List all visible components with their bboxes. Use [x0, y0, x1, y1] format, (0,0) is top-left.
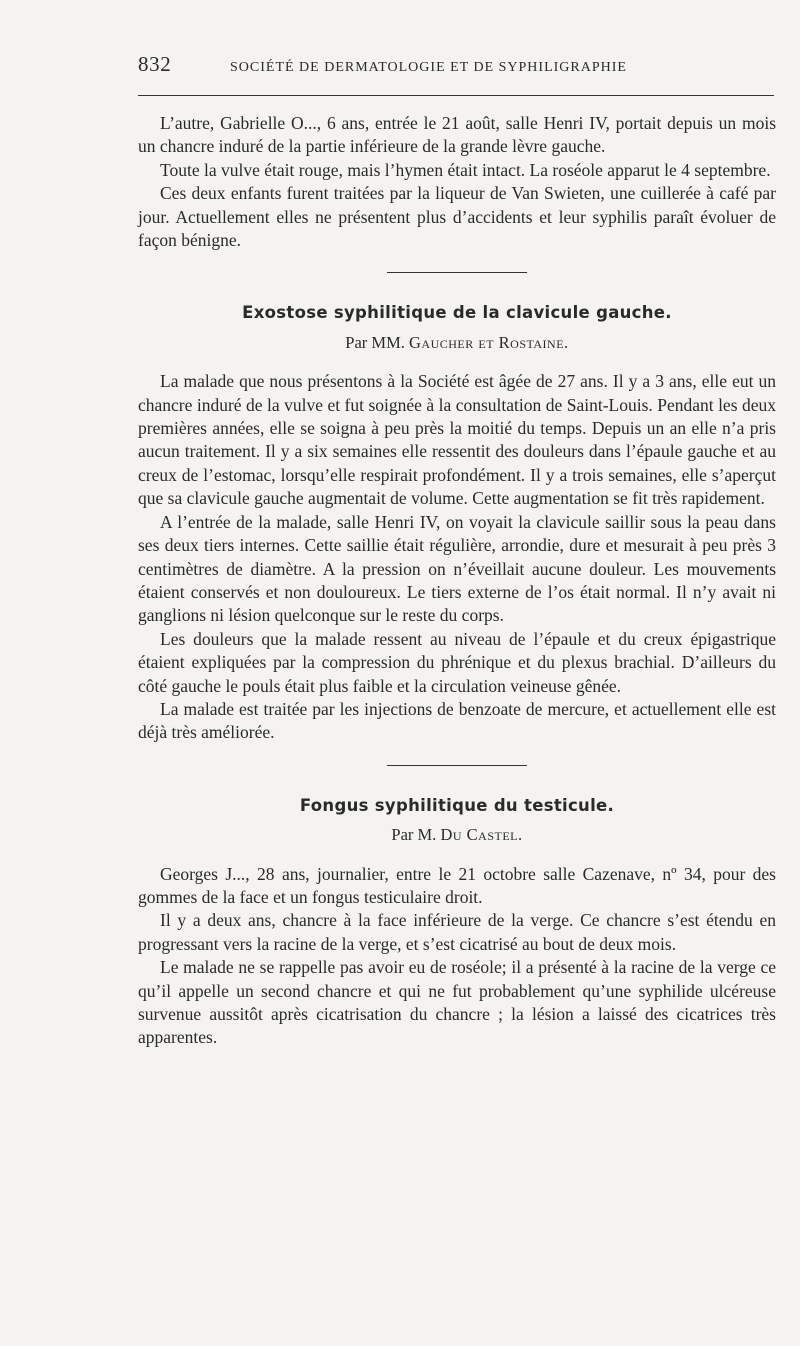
article-byline	[138, 823, 776, 846]
page-number: 832	[138, 52, 172, 76]
article-title: Fongus syphilitique du testicule.	[299, 795, 615, 815]
article-byline	[138, 331, 776, 354]
paragraph: Le malade ne se rappelle pas avoir eu de roséole; il a présenté à la racine de la verge ce qu’il appelle un second chancre et qui ne fut probablement qu’une syphilide ulcéreuse survenue aussitôt après cicatrisation du chancre ; la lésion a laissé des cicatrices très apparentes.	[138, 957, 776, 1048]
byline-prefix: Par M.	[391, 825, 437, 845]
paragraph: Il y a deux ans, chancre à la face inférieure de la verge. Ce chancre s’est étendu en progressant vers la racine de la verge, et s’est cicatrisé au bout de deux mois.	[138, 910, 776, 954]
paragraph: Ces deux enfants furent traitées par la liqueur de Van Swieten, une cuillerée à café par jour. Actuellement elles ne présentent plus d’accidents et leur syphilis paraît évoluer de façon bénigne.	[138, 183, 776, 251]
byline-authors: Gaucher et Rostaine.	[409, 332, 569, 352]
journal-title: SOCIÉTÉ DE DERMATOLOGIE ET DE SYPHILIGRAPHIE	[230, 60, 627, 75]
section-divider	[387, 765, 527, 766]
paragraph: A l’entrée de la malade, salle Henri IV, on voyait la clavicule saillir sous la peau dans ses deux tiers internes. Cette saillie était régulière, arrondie, dure et mesurait à peu près 3 centimètres de diamètre. A la pression on n’éveillait aucune douleur. Les mouvements étaient conservés et non douloureux. Le tiers externe de l’os était normal. Il n’y avait ni ganglions ni lésion quelconque sur le reste du corps.	[138, 511, 776, 626]
paragraph: La malade est traitée par les injections de benzoate de mercure, et actuellement elle est déjà très améliorée.	[138, 698, 776, 743]
section-divider	[387, 272, 527, 273]
article-title: Exostose syphilitique de la clavicule gauche.	[242, 303, 672, 323]
paragraph: La malade que nous présentons à la Société est âgée de 27 ans. Il y a 3 ans, elle eut un chancre induré de la vulve et fut soignée à la consultation de Saint-Louis. Pendant les deux premières années, elle se soigna à peu près la moitié du temps. Depuis un an elle n’a pris aucun traitement. Il y a six semaines elle ressentit des douleurs dans l’épaule gauche et au creux de l’estomac, lorsqu’elle respirait profondément. Il y a trois semaines, elle s’aperçut que sa clavicule gauche augmentait de volume. Cette augmentation se fit très rapidement.	[138, 371, 776, 509]
header-rule	[138, 95, 774, 96]
paragraph: Toute la vulve était rouge, mais l’hymen était intact. La roséole apparut le 4 septembre.	[160, 159, 771, 180]
byline-authors: Du Castel.	[440, 825, 523, 845]
paragraph: Georges J..., 28 ans, journalier, entre le 21 octobre salle Cazenave, nº 34, pour des gommes de la face et un fongus testiculaire droit.	[138, 863, 776, 907]
byline-prefix: Par MM.	[345, 332, 405, 352]
running-head	[138, 52, 778, 82]
paragraph: Les douleurs que la malade ressent au niveau de l’épaule et du creux épigastrique étaient expliquées par la compression du phrénique et du plexus brachial. D’ailleurs du côté gauche le pouls était plus faible et la circulation veineuse gênée.	[138, 628, 776, 696]
paragraph: L’autre, Gabrielle O..., 6 ans, entrée le 21 août, salle Henri IV, portait depuis un mois un chancre induré de la partie inférieure de la grande lèvre gauche.	[138, 113, 776, 157]
page-body	[138, 112, 776, 1050]
